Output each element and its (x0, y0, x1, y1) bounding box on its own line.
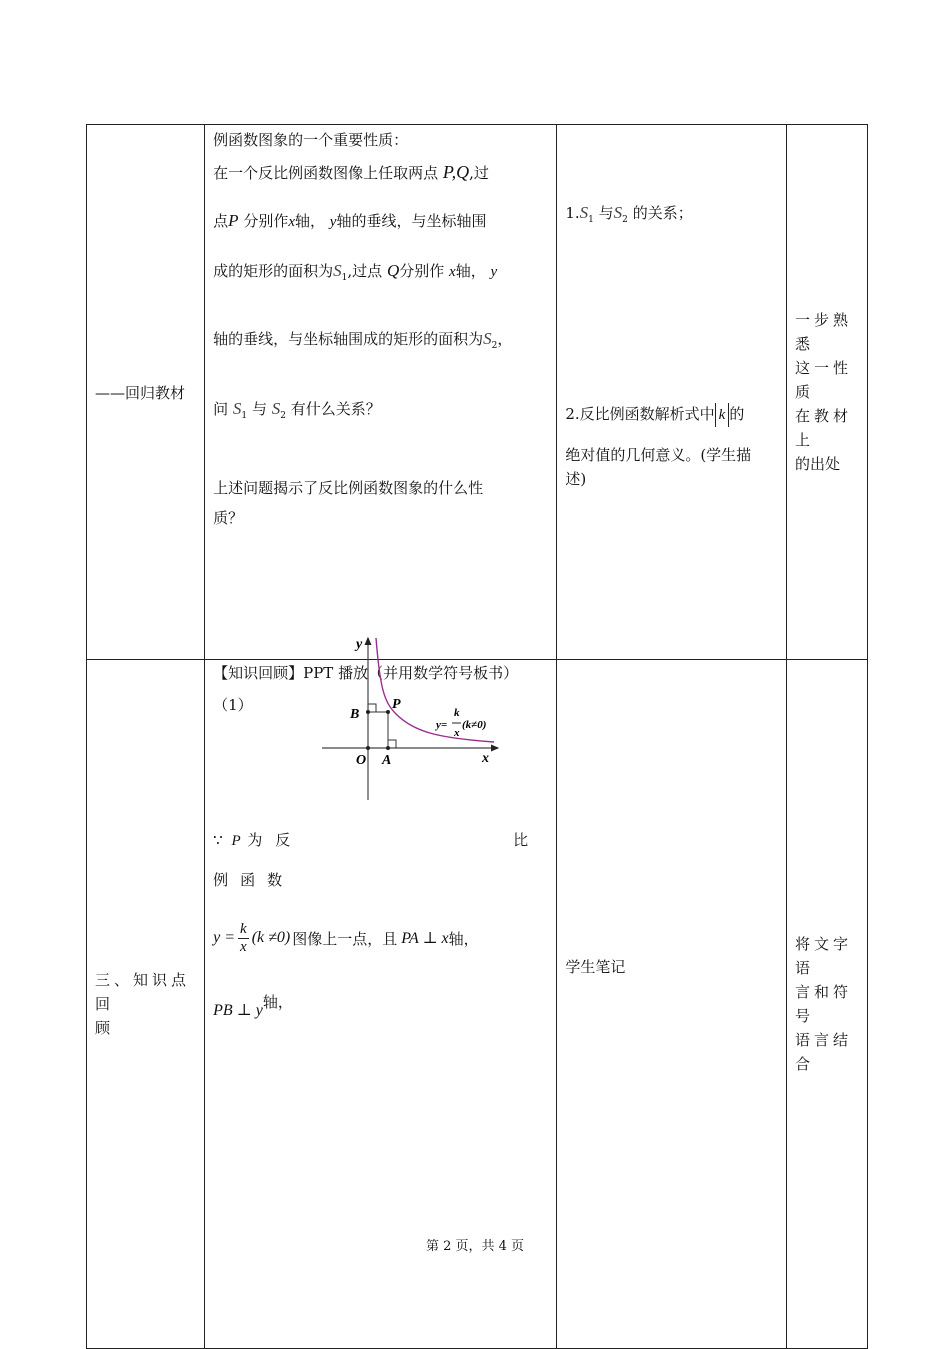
point-a-dot (386, 746, 390, 750)
student-text: 2.反比例函数解析式中 k 的 (565, 402, 778, 427)
page-footer: 第 2 页，共 4 页 (425, 1239, 525, 1254)
content-heading: 【知识回顾】PPT 播放（并用数学符号板书） (213, 664, 519, 682)
content-text: 成的矩形的面积为$S_1$,过点 Q分别作 x轴， y (213, 261, 498, 283)
function-label-condition: (k≠0) (462, 719, 487, 731)
content-text: 质？ (213, 509, 244, 527)
content-text: 点P 分别作x轴， y轴的垂线，与坐标轴围 (213, 211, 487, 230)
design-intent-cell (787, 125, 868, 660)
intent-line: 的出处 (795, 455, 841, 473)
stage-label: ——回归教材 (95, 383, 186, 402)
student-text: 述) (565, 470, 587, 488)
stage-label: 三、知识点回 (95, 971, 191, 1013)
inverse-function-graph (318, 634, 502, 802)
function-label-numerator: k (454, 707, 460, 719)
point-p-label: P (392, 697, 401, 712)
table-row (87, 125, 868, 660)
x-axis-label: x (482, 751, 489, 766)
student-activity-cell (557, 125, 787, 660)
point-b-dot (366, 710, 370, 714)
content-text: 例函数 (213, 871, 295, 889)
y-axis-label: y (356, 637, 363, 652)
formula-line: y = $\frac{k}{x}$ (k ≠0) 图像上一点，且 PA ⊥ x 轴， (213, 920, 479, 955)
content-text: 上述问题揭示了反比例函数图象的什么性 (213, 479, 484, 497)
point-p-dot (386, 710, 390, 714)
origin-dot (366, 746, 370, 750)
intent-line: 一步熟悉 (795, 311, 853, 353)
point-b-label: B (350, 707, 360, 722)
function-label-denominator: x (454, 727, 460, 739)
intent-line: 言和符号 (795, 983, 853, 1025)
stage-label: 顾 (95, 1019, 111, 1037)
intent-line: 语言结合 (795, 1031, 853, 1073)
content-cell (205, 125, 557, 660)
function-label-y: y= (436, 719, 448, 731)
content-text: （1） (213, 696, 253, 714)
intent-line: 在教材上 (795, 407, 853, 449)
stage-cell (87, 125, 205, 660)
intent-line: 将文字语 (795, 935, 853, 977)
content-text: 问 $S_1$ 与 $S_2$ 有什么关系？ (213, 399, 381, 421)
student-text: $1.S_1$ 与$S_2$ 的关系； (565, 203, 693, 225)
content-text: 例函数图象的一个重要性质： (213, 131, 409, 149)
point-a-label: A (382, 753, 392, 768)
student-text: 学生笔记 (565, 958, 626, 976)
student-text: 绝对值的几何意义。(学生描 (565, 446, 752, 464)
content-text: ∵ P 为 反 比 (213, 831, 529, 849)
origin-label: O (356, 753, 367, 768)
intent-line: 这一性质 (795, 359, 853, 401)
content-text: 在一个反比例函数图像上任取两点 P,Q,过 (213, 162, 489, 182)
formula-line: PB ⊥ y轴， (213, 993, 293, 1019)
content-text: 轴的垂线，与坐标轴围成的矩形的面积为$S_2$， (213, 329, 513, 351)
